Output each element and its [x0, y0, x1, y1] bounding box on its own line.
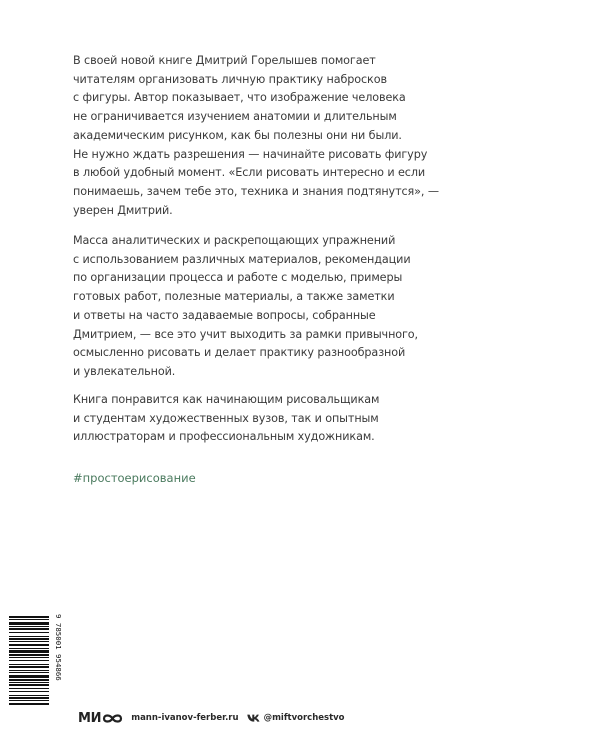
- description-paragraph-2: [73, 232, 573, 382]
- barcode-bar: [9, 670, 49, 671]
- barcode-bar: [9, 684, 49, 686]
- infinity-icon: [102, 713, 123, 724]
- text-line: и ответы на часто задаваемые вопросы, собранные: [73, 308, 376, 322]
- barcode-bar: [9, 697, 49, 699]
- text-line: Книга понравится как начинающим рисовальщикам: [73, 393, 380, 406]
- barcode-bar: [9, 700, 49, 701]
- website-link[interactable]: mann-ivanov-ferber.ru: [131, 713, 239, 723]
- description-paragraph-1: [73, 52, 573, 220]
- barcode-bar: [9, 672, 49, 673]
- barcode-bar: [9, 688, 49, 689]
- text-line: по организации процесса и работе с моделью, примеры: [73, 271, 403, 285]
- text-line: В своей новой книге Дмитрий Горелышев помогает: [73, 54, 376, 67]
- barcode-bar: [9, 628, 49, 630]
- text-line: осмысленно рисовать и делает практику разнообразной: [73, 346, 406, 360]
- barcode-graphic: [7, 612, 61, 740]
- text-line: иллюстраторам и профессиональным художникам.: [73, 430, 375, 444]
- text-line: Не нужно ждать разрешения — начинайте рисовать фигуру: [73, 147, 428, 161]
- text-line: уверен Дмитрий.: [73, 203, 173, 217]
- barcode-bar: [9, 644, 49, 646]
- hashtag: #простоерисование: [73, 471, 196, 485]
- text-line: в любой удобный момент. «Если рисовать интересно и если: [73, 166, 426, 180]
- barcode-bar: [9, 675, 49, 678]
- text-line: понимаешь, зачем тебе это, техника и знания подтянутся», —: [73, 184, 439, 198]
- social-handle[interactable]: @miftvorchestvo: [263, 713, 345, 723]
- text-line: Дмитрием, — все это учит выходить за рамки привычного,: [73, 327, 419, 341]
- publisher-logo: [78, 711, 123, 726]
- text-line: с фигуры. Автор показывает, что изображение человека: [73, 91, 406, 105]
- vk-icon: [247, 714, 260, 722]
- text-line: академическим рисунком, как бы полезны они ни были.: [73, 128, 402, 142]
- barcode-bar: [9, 636, 49, 637]
- barcode-bar: [9, 703, 49, 705]
- barcode-bar: [9, 648, 49, 649]
- text-line: и студентам художественных вузов, так и опытным: [73, 411, 379, 425]
- barcode-bar: [9, 626, 49, 627]
- text-line: и увлекательной.: [73, 364, 176, 378]
- barcode-bar: [9, 641, 49, 642]
- barcode-bar: [9, 619, 49, 620]
- barcode-number: 9 785001 954866: [54, 614, 63, 681]
- text-line: Масса аналитических и раскрепощающих упражнений: [73, 234, 396, 247]
- barcode-bar: [9, 691, 49, 692]
- barcode-bar: [9, 679, 49, 681]
- barcode-bar: [9, 632, 49, 633]
- publisher-logo-text: МИ: [78, 710, 102, 726]
- isbn-barcode: [7, 612, 61, 740]
- publisher-footer: [78, 708, 345, 728]
- barcode-bar: [9, 666, 49, 668]
- barcode-bar: [9, 622, 49, 625]
- description-paragraph-3: [73, 391, 573, 447]
- barcode-bar: [9, 654, 49, 656]
- barcode-bar: [9, 682, 49, 683]
- barcode-bar: [9, 664, 49, 665]
- text-line: не ограничивается изучением анатомии и длительным: [73, 110, 397, 124]
- text-line: читателям организовать личную практику набросков: [73, 72, 387, 86]
- text-line: готовых работ, полезные материалы, а также заметки: [73, 290, 395, 304]
- barcode-bar: [9, 660, 49, 661]
- barcode-bar: [9, 638, 49, 640]
- barcode-bar: [9, 650, 49, 653]
- barcode-bar: [9, 695, 49, 696]
- barcode-bar: [9, 657, 49, 658]
- text-line: с использованием различных материалов, рекомендации: [73, 252, 411, 266]
- barcode-bar: [9, 616, 49, 618]
